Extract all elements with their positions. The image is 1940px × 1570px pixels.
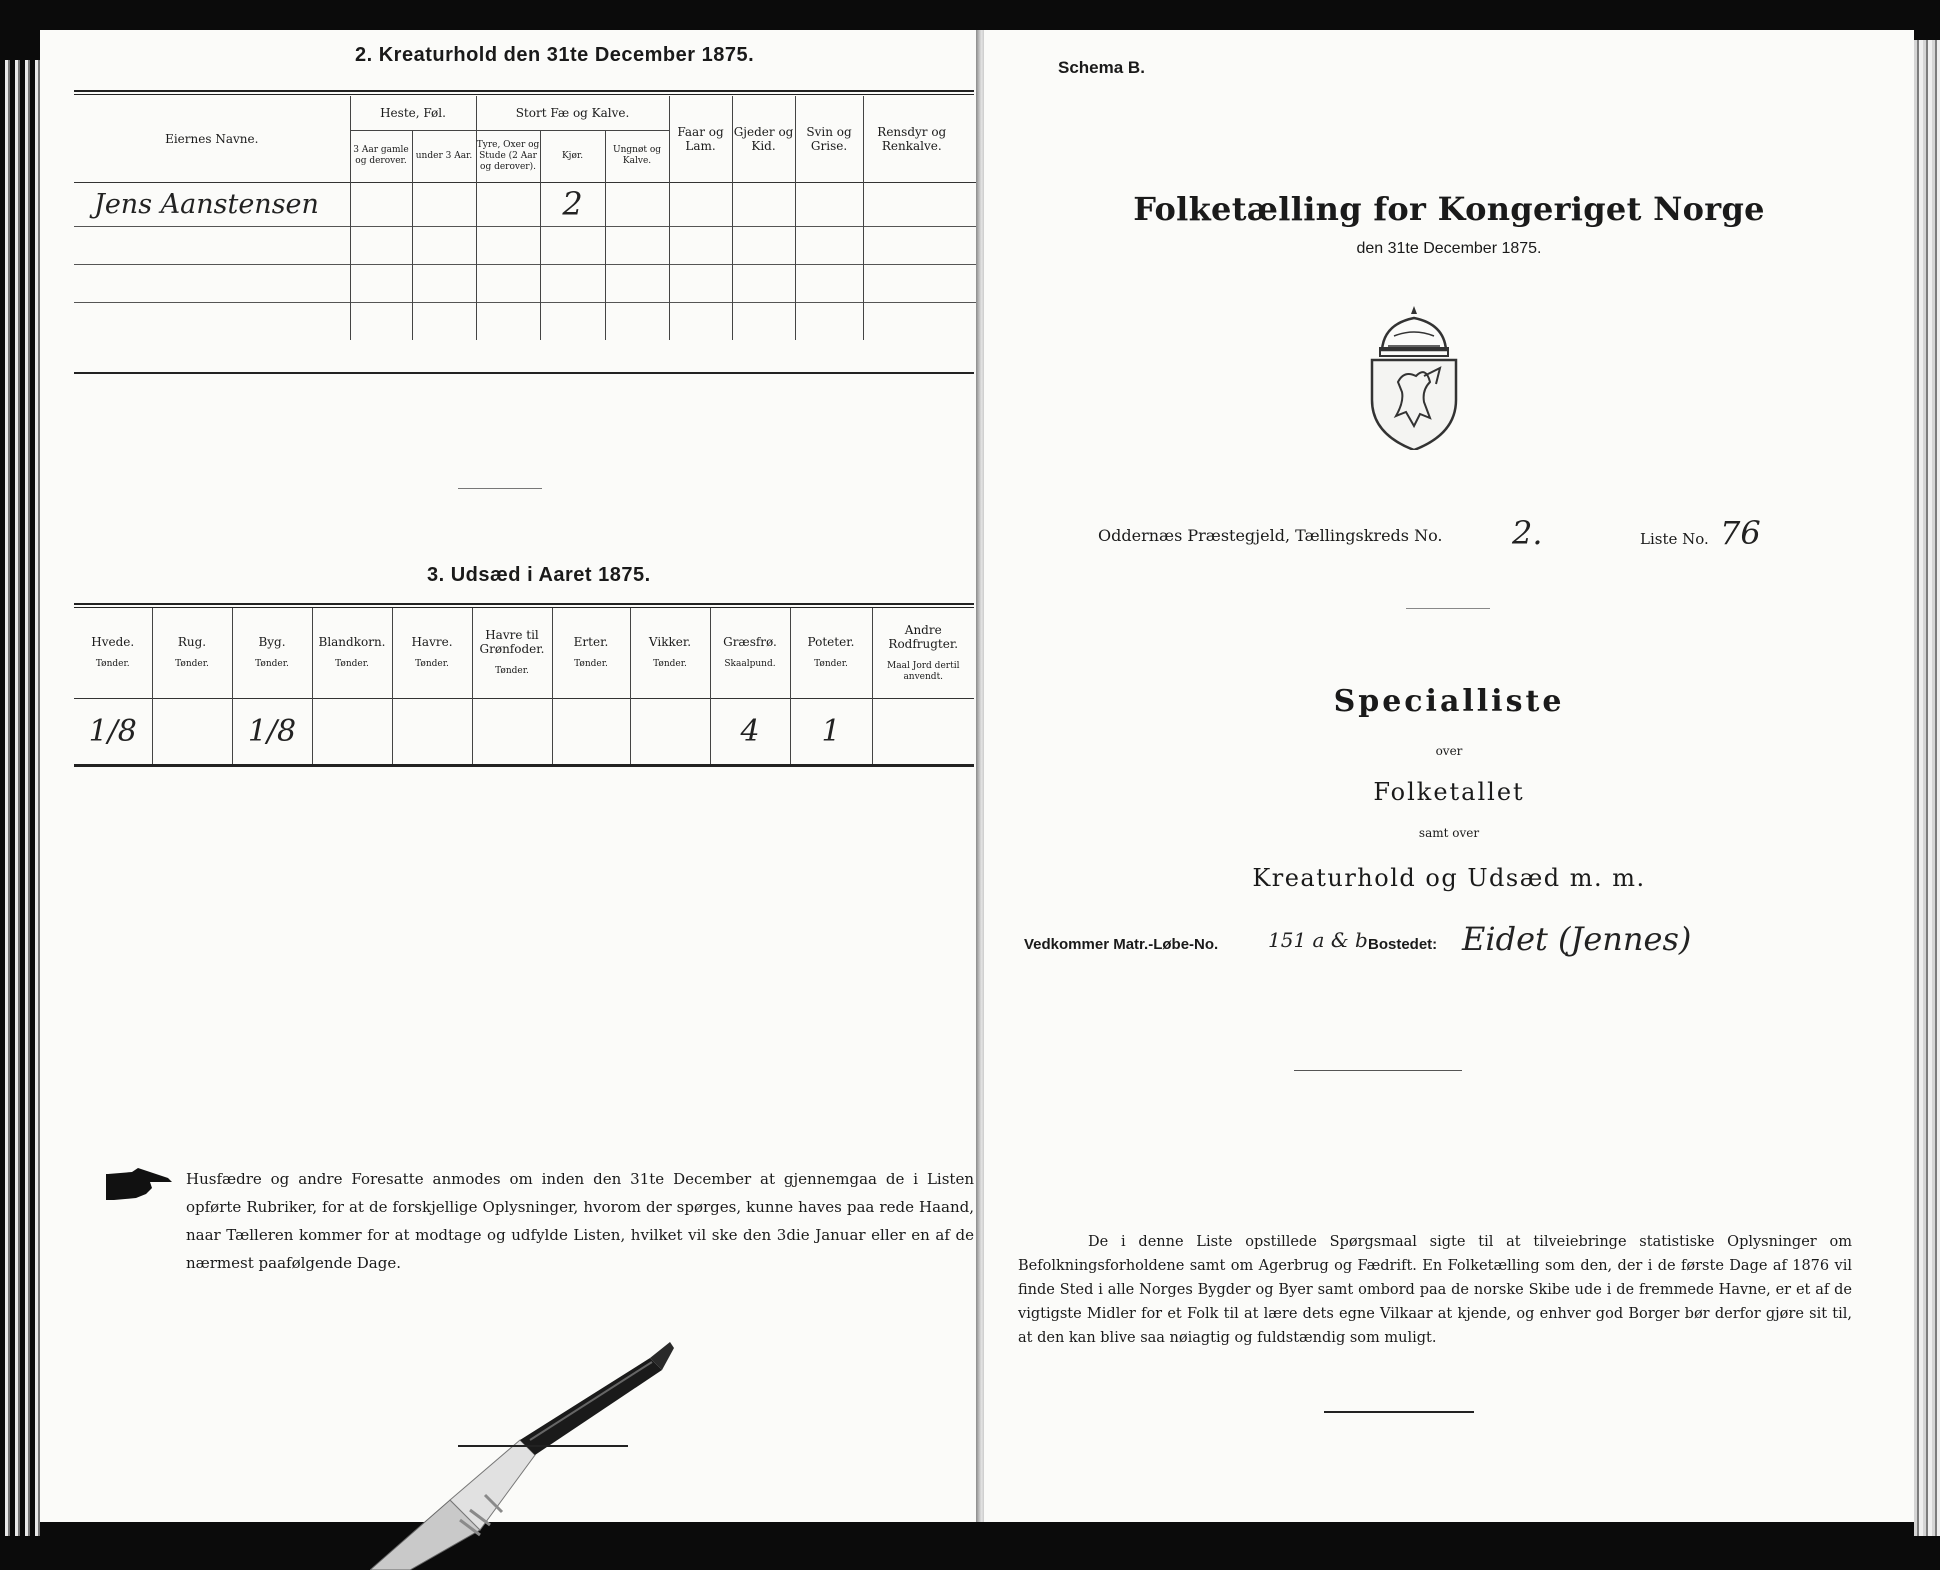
seed-col-unit: Tønder. [495,666,529,677]
seed-col-header [152,608,232,698]
left-note-text: Husfædre og andre Foresatte anmodes om inden den 31te December at gjennemgaa de i Listen opførte Rubriker, for at de forskjellige Oplysninger, hvorom der spørges, kunne haves paa rede Haand, naar Tælleren kommer for at modtage og udfylde Listen, hvilket vil ske den 3die Januar eller en af de nærmest paafølgende Dage. [186,1170,974,1272]
over-text: over [1435,744,1463,758]
coat-of-arms-icon [1364,306,1464,450]
seed-value-cell [630,698,710,764]
col-young-cattle-header: Ungnøt og Kalve. [605,130,669,182]
seed-col-header [552,608,630,698]
col-pigs-header: Svin og Grise. [795,96,863,182]
list-label: Liste No. [1640,530,1709,548]
section3-top-rule [74,603,974,605]
right-page [984,30,1914,1522]
seed-col-header [392,608,472,698]
left-bottom-rule [458,1445,628,1447]
seed-col-name: Byg. [258,635,286,650]
samt-over-text: samt over [1418,826,1480,840]
divider-right-mid [1294,1070,1462,1071]
col-cattle-header: Stort Fæ og Kalve. [476,96,669,130]
seed-col-unit: Tønder. [255,659,289,670]
seed-col-header [74,608,152,698]
seed-col-unit: Tønder. [95,659,130,670]
matr-value: 151 a & b [1268,928,1368,952]
section2-title: 2. Kreaturhold den 31te December 1875. [355,44,755,66]
seed-value-cell: 1 [790,698,872,764]
list-value: 76 [1720,514,1761,552]
seed-col-unit: Maal Jord dertil anvendt. [887,660,960,682]
seed-col-header [630,608,710,698]
col-cows-header: Kjør. [540,130,605,182]
seed-col-header [872,608,974,698]
owner-name-cell: Jens Aanstensen [74,182,350,226]
seed-col-name: Havre. [411,635,453,650]
district-label: Tællingskreds No. [1295,526,1443,545]
seed-header-row [74,608,974,698]
seed-col-unit: Tønder. [335,659,369,670]
kreaturhold-text: Kreaturhold og Udsæd m. m. [1252,864,1646,892]
seed-col-header [472,608,552,698]
matr-label: Vedkommer Matr.-Løbe-No. [1024,936,1219,953]
col-owner-header: Eiernes Navne. [74,96,350,182]
seed-col-unit: Tønder. [175,659,209,670]
seed-col-header [232,608,312,698]
seed-value-cell [312,698,392,764]
right-note-text: De i denne Liste opstillede Spørgsmaal sigte til at tilveiebringe statistiske Oplysninger om Befolkningsforholdene samt om Agerbrug og Fædrift. En Folketælling som den, der i de første Dage af 1876 vil finde Sted i alle Norges Bygder og Byer samt ombord paa de norske Skibe ude i de fremmede Havne, er et af de vigtigste Midler for et Folk til at lære dets egne Vilkaar at kjende, og enhver god Borger bør derfor gjøre sit til, at den kan blive saa nøiagtig og fuldstændig som muligt. [1018,1234,1852,1346]
seed-col-name: Erter. [573,635,609,650]
col-cattle-bulls-header: Tyre, Oxer og Stude (2 Aar og derover). [476,130,540,182]
livestock-table [74,96,994,340]
section2-top-rule [74,90,974,92]
left-page [40,30,978,1522]
page-edge-right [1914,40,1940,1536]
seed-value-cell [152,698,232,764]
divider-small-1 [458,488,542,489]
seed-col-name: Blandkorn. [318,635,386,650]
col-horses-old-header: 3 Aar gamle og derover. [350,130,412,182]
seed-col-header [790,608,872,698]
seed-col-name: Havre til Grønfoder. [479,628,545,657]
pointing-hand-icon [106,1166,176,1204]
seed-col-name: Hvede. [91,635,135,650]
page-edge-stack [0,60,40,1536]
specialliste-title: Specialliste [1333,684,1565,719]
folketallet-text: Folketallet [1373,778,1525,806]
seed-col-header [312,608,392,698]
section2-bottom-rule [74,372,974,374]
seed-col-unit: Tønder. [814,659,848,670]
district-value: 2. [1512,514,1543,552]
section3-bottom-rule [74,764,974,767]
census-date: den 31te December 1875. [1356,240,1542,257]
seed-col-name: Andre Rodfrugter. [888,622,959,651]
cows-count-cell: 2 [540,182,605,226]
col-goats-header: Gjeder og Kid. [732,96,795,182]
seed-value-cell: 4 [710,698,790,764]
parish-label: Oddernæs Præstegjeld, [1098,526,1291,545]
census-title: Folketælling for Kongeriget Norge [1133,190,1765,228]
col-sheep-header: Faar og Lam. [669,96,732,182]
bosted-label: Bostedet: [1368,936,1438,953]
seed-value-cell [552,698,630,764]
right-bottom-rule [1324,1411,1474,1413]
seed-col-unit: Tønder. [415,659,449,670]
seed-value-cell [392,698,472,764]
bosted-value: Eidet (Jennes) [1462,920,1692,958]
col-horses-header: Heste, Føl. [350,96,476,130]
col-horses-young-header: under 3 Aar. [412,130,476,182]
seed-col-name: Rug. [177,635,207,650]
section3-title: 3. Udsæd i Aaret 1875. [427,564,651,586]
parish-line [1098,526,1443,545]
seed-col-unit: Tønder. [574,659,608,670]
seed-col-unit: Skaalpund. [724,659,776,670]
seed-col-name: Græsfrø. [723,635,777,650]
seed-value-cell: 1/8 [232,698,312,764]
pen-image [370,1330,690,1570]
seed-value-cell [872,698,974,764]
section2-top-rule-2 [74,94,974,95]
seed-col-unit: Tønder. [653,659,687,670]
seed-col-name: Vikker. [648,635,692,650]
seed-col-name: Poteter. [807,635,855,650]
col-reindeer-header: Rensdyr og Renkalve. [863,96,994,182]
seed-value-cell: 1/8 [74,698,152,764]
seed-table [74,608,974,764]
schema-label: Schema B. [1058,58,1145,77]
seed-value-row [74,698,974,764]
seed-col-header [710,608,790,698]
seed-value-cell [472,698,552,764]
divider-small-2 [1406,608,1490,609]
